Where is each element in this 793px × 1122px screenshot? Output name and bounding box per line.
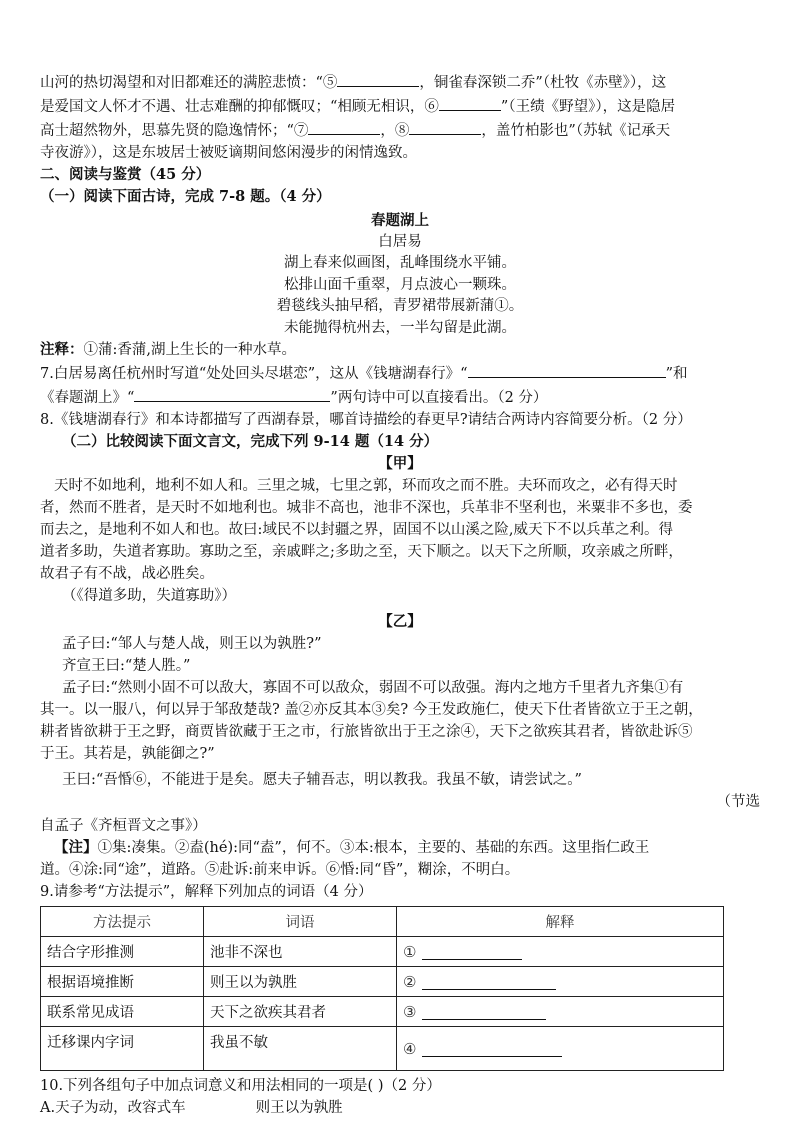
passage-jia-line: 道者多助，失道者寡助。寡助之至，亲戚畔之;多助之至，天下顺之。以天下之所顺，攻亲戚之所畔， [40,544,683,560]
passage-yi-source-b: 自孟子《齐桓晋文之事》） [40,818,207,834]
poem-line: 碧毯线头抽早稻，青罗裙带展新蒲①。 [276,298,524,314]
passage-jia-source: （《得道多助，失道寡助》） [62,588,236,604]
question-7-line-2: 《春题湖上》“ ”两句诗中可以直接看出。（2 分） [40,385,760,409]
answer-blank[interactable] [422,945,522,960]
q7-blank-2[interactable] [134,385,330,402]
poem-title: 春题湖上 [371,212,429,229]
answer-blank[interactable] [422,975,556,990]
blank-6[interactable] [439,94,501,111]
notes-line-1: 【注】①集:凑集。②盍(hé):同“盍”，何不。③本:根本，主要的、基础的东西。这里指仁政王 [54,839,650,856]
table-row [41,937,724,967]
blank-8[interactable] [409,118,481,135]
answer-cell[interactable] [397,967,724,997]
passage-yi-line: 其一。以一服八，何以异于邹敌楚哉? 盖②亦反其本③矣? 今王发政施仁，使天下仕者皆欲立于王之朝， [40,702,703,718]
q9-table [40,906,724,1071]
blank-7[interactable] [308,118,380,135]
section-2-sub1: （一）阅读下面古诗，完成 7-8 题。（4 分） [40,188,331,205]
poem-author: 白居易 [378,233,422,250]
method-cell: 迁移课内字词 [41,1027,204,1071]
answer-blank[interactable] [422,1042,562,1057]
intro-line-2: 是爱国文人怀才不遇、壮志难酬的抑郁慨叹；“相顾无相识，⑥ ”（王绩《野望》），这是隐居 [40,94,760,118]
intro-line-4: 寺夜游》），这是东坡居士被贬谪期间悠闲漫步的闲情逸致。 [40,145,417,161]
section-2-sub2: （二）比较阅读下面文言文，完成下列 9-14 题（14 分） [62,433,439,450]
answer-number: ② [403,972,417,991]
answer-number: ③ [403,1002,417,1021]
phrase-cell: 池非不深也 [204,937,397,967]
table-row [41,997,724,1027]
passage-yi-line: 齐宣王曰:“楚人胜。” [62,658,191,674]
answer-cell[interactable] [397,997,724,1027]
table-row [41,967,724,997]
poem-line: 湖上春来似画图，乱峰围绕水平铺。 [284,255,516,271]
question-10-option-a: A.天子为动，改容式车 则王以为孰胜 [40,1100,343,1116]
phrase-cell: 则王以为孰胜 [204,967,397,997]
poem-note: 注释：①蒲:香蒲,湖上生长的一种水草。 [40,341,296,358]
method-cell: 联系常见成语 [41,997,204,1027]
passage-jia-line: 故君子有不战，战必胜矣。 [40,566,214,582]
question-7-line-1: 7.白居易离任杭州时写道“处处回头尽堪恋”，这从《钱塘湖春行》“ ”和 [40,361,760,385]
poem-line: 未能抛得杭州去，一半勾留是此湖。 [284,319,516,336]
question-10-prompt: 10.下列各组句子中加点词意义和用法相同的一项是( )（2 分） [40,1078,441,1094]
passage-jia-line: 者，然而不胜者，是天时不如地利也。城非不高也，池非不深也，兵革非不坚利也，米粟非不多也，委 [40,500,693,516]
answer-blank[interactable] [422,1005,546,1020]
blank-5[interactable] [337,70,419,87]
intro-line-3: 高士超然物外，思慕先贤的隐逸情怀；“⑦ ，⑧ ，盖竹柏影也”（苏轼《记承天 [40,118,760,142]
passage-jia-line: 天时不如地利，地利不如人和。三里之城，七里之郭，环而攻之而不胜。夫环而攻之，必有得天时 [54,478,678,494]
notes-line-2: 道。④涂:同“途”，道路。⑤赴诉:前来申诉。⑥惛:同“昏”，糊涂，不明白。 [40,862,520,878]
exam-page [40,70,760,1119]
table-header-row [41,907,724,937]
question-8: 8.《钱塘湖春行》和本诗都描写了西湖春景，哪首诗描绘的春更早?请结合两诗内容简要分析。（2 分） [40,412,692,428]
table-row [41,1027,724,1071]
table-header: 解释 [397,907,724,937]
section-2-heading: 二、阅读与鉴赏（45 分） [40,166,211,183]
passage-yi-line: 王曰:“吾惛⑥，不能进于是矣。愿夫子辅吾志，明以教我。我虽不敏，请尝试之。” [62,772,582,788]
table-header: 词语 [204,907,397,937]
answer-cell[interactable] [397,1027,724,1071]
intro-line-1: 山河的热切渴望和对旧都难还的满腔悲愤：“⑤ ，铜雀春深锁二乔”（杜牧《赤壁》），这 [40,70,760,94]
passage-jia-line: 而去之，是地利不如人和也。故曰:域民不以封疆之界，固国不以山溪之险,威天下不以兵革之利。得 [40,522,673,538]
passage-yi-source-a: （节选 [716,794,760,810]
question-9-prompt: 9.请参考“方法提示”，解释下列加点的词语（4 分） [40,884,373,900]
q7-blank-1[interactable] [468,361,666,378]
phrase-cell: 我虽不敏 [204,1027,397,1071]
answer-number: ④ [403,1039,417,1058]
passage-yi-label: 【乙】 [378,613,422,630]
method-cell: 结合字形推测 [41,937,204,967]
passage-yi-line: 于王。其若是，孰能御之?” [40,746,215,762]
poem-line: 松排山面千重翠，月点波心一颗珠。 [284,276,516,293]
method-cell: 根据语境推断 [41,967,204,997]
phrase-cell: 天下之欲疾其君者 [204,997,397,1027]
answer-cell[interactable] [397,937,724,967]
passage-yi-line: 耕者皆欲耕于王之野，商贾皆欲藏于王之市，行旅皆欲出于王之涂④，天下之欲疾其君者，皆欲赴诉⑤ [40,724,693,740]
answer-number: ① [403,942,417,961]
passage-jia-label: 【甲】 [378,455,422,472]
passage-yi-line: 孟子曰:“邹人与楚人战，则王以为孰胜?” [62,636,322,652]
passage-yi-line: 孟子曰:“然则小固不可以敌大，寡固不可以敌众，弱固不可以敌强。海内之地方千里者九齐集①有 [62,680,684,696]
table-header: 方法提示 [41,907,204,937]
